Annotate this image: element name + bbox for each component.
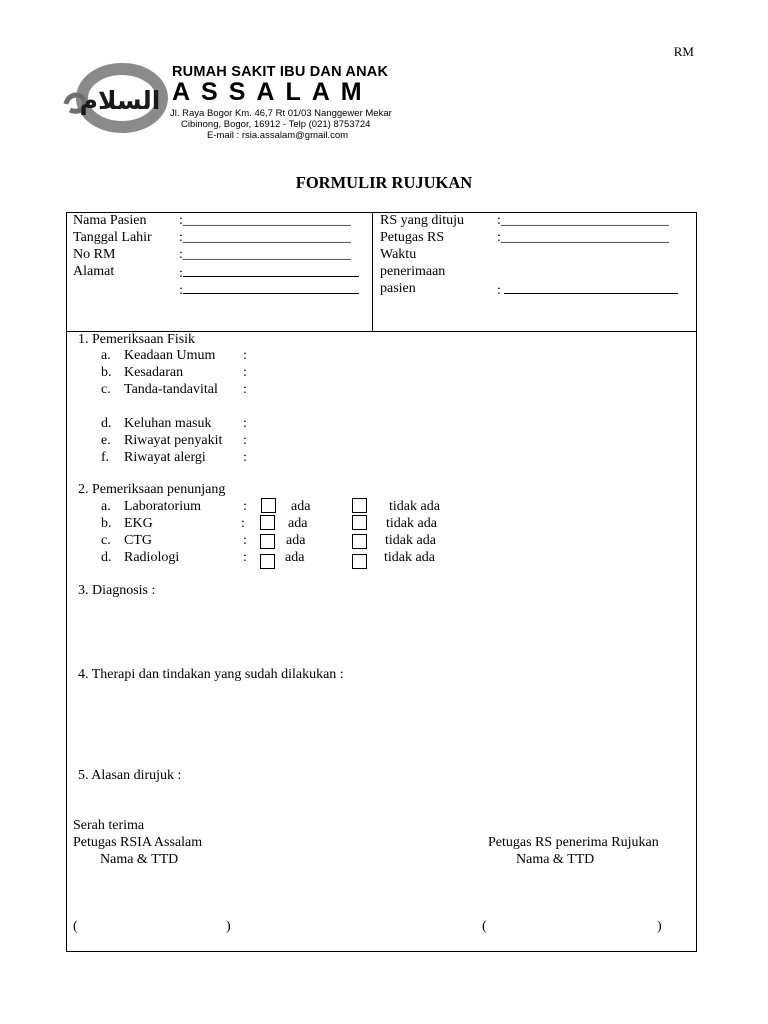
section2-item-d-label: Radiologi: [124, 550, 180, 565]
ctg-tidak-ada-checkbox[interactable]: [352, 534, 367, 549]
ekg-ada-checkbox[interactable]: [260, 515, 275, 530]
section2-item-c-letter: c.: [101, 533, 111, 548]
receiver-signature-close: ): [657, 919, 662, 934]
medical-record-field[interactable]: :________________________: [179, 247, 351, 262]
birth-date-label: Tanggal Lahir: [73, 230, 152, 245]
section1-item-c-colon: :: [243, 382, 247, 397]
medical-record-label: No RM: [73, 247, 116, 262]
section5-heading: 5. Alasan dirujuk :: [78, 768, 182, 783]
section1-heading: 1. Pemeriksaan Fisik: [78, 332, 196, 347]
section3-heading: 3. Diagnosis :: [78, 583, 156, 598]
section2-item-c-label: CTG: [124, 533, 152, 548]
ekg-tidak-ada-checkbox[interactable]: [352, 515, 367, 530]
section4-heading: 4. Therapi dan tindakan yang sudah dilakukan :: [78, 667, 344, 682]
section1-item-f-letter: f.: [101, 450, 110, 465]
laboratorium-tidak-ada-label: tidak ada: [389, 499, 440, 514]
patient-name-label: Nama Pasien: [73, 213, 147, 228]
section1-item-d-letter: d.: [101, 416, 112, 431]
section1-item-f-label: Riwayat alergi: [124, 450, 206, 465]
section2-item-b-colon: :: [241, 516, 245, 531]
section1-item-e-letter: e.: [101, 433, 111, 448]
section1-item-c-letter: c.: [101, 382, 111, 397]
section1-item-a-colon: :: [243, 348, 247, 363]
ctg-ada-checkbox[interactable]: [260, 534, 275, 549]
section2-item-b-label: EKG: [124, 516, 153, 531]
radiologi-ada-label: ada: [285, 550, 305, 565]
hospital-officer-label: Petugas RS: [380, 230, 445, 245]
section1-item-d-colon: :: [243, 416, 247, 431]
laboratorium-ada-label: ada: [291, 499, 311, 514]
document-code: RM: [673, 44, 694, 59]
hospital-address-line2: Cibinong, Bogor, 16912 - Telp (021) 8753724: [181, 119, 371, 130]
sender-role: Petugas RSIA Assalam: [73, 835, 203, 850]
handover-label: Serah terima: [73, 818, 145, 833]
address-label: Alamat: [73, 264, 115, 279]
hospital-email: E-mail : rsia.assalam@gmail.com: [207, 130, 349, 141]
hospital-logo-icon: [58, 60, 176, 136]
ctg-tidak-ada-label: tidak ada: [385, 533, 436, 548]
radiologi-tidak-ada-label: tidak ada: [384, 550, 435, 565]
address-field-1[interactable]: :: [179, 264, 359, 282]
reception-time-field[interactable]: :: [497, 281, 678, 299]
laboratorium-ada-checkbox[interactable]: [261, 498, 276, 513]
section2-item-b-letter: b.: [101, 516, 112, 531]
section1-item-e-label: Riwayat penyakit: [124, 433, 223, 448]
section2-heading: 2. Pemeriksaan penunjang: [78, 482, 226, 497]
radiologi-ada-checkbox[interactable]: [260, 554, 275, 569]
receiver-signature-open: (: [482, 919, 487, 934]
section1-item-f-colon: :: [243, 450, 247, 465]
sender-name-sign: Nama & TTD: [100, 852, 179, 867]
sender-signature-close: ): [226, 919, 231, 934]
address-field-2[interactable]: :: [179, 281, 359, 299]
section2-item-d-colon: :: [243, 550, 247, 565]
reception-time-label-2: penerimaan: [380, 264, 446, 279]
section1-item-c-label: Tanda-tandavital: [124, 382, 218, 397]
hospital-name: RUMAH SAKIT IBU DAN ANAK: [172, 64, 389, 80]
ekg-ada-label: ada: [288, 516, 308, 531]
form-title: FORMULIR RUJUKAN: [295, 173, 473, 192]
destination-hospital-label: RS yang dituju: [380, 213, 465, 228]
section1-item-b-label: Kesadaran: [124, 365, 184, 380]
section2-item-c-colon: :: [243, 533, 247, 548]
section2-item-a-label: Laboratorium: [124, 499, 201, 514]
radiologi-tidak-ada-checkbox[interactable]: [352, 554, 367, 569]
patient-name-field[interactable]: :________________________: [179, 213, 351, 228]
section1-item-a-letter: a.: [101, 348, 111, 363]
reception-time-label-1: Waktu: [380, 247, 417, 262]
sender-signature-open: (: [73, 919, 78, 934]
ekg-tidak-ada-label: tidak ada: [386, 516, 437, 531]
hospital-brand: ASSALAM: [172, 78, 373, 106]
form-divider-vertical: [372, 212, 373, 332]
laboratorium-tidak-ada-checkbox[interactable]: [352, 498, 367, 513]
section1-item-a-label: Keadaan Umum: [124, 348, 216, 363]
reception-time-label-3: pasien: [380, 281, 416, 296]
section1-item-d-label: Keluhan masuk: [124, 416, 212, 431]
hospital-officer-field[interactable]: :________________________: [497, 230, 669, 245]
destination-hospital-field[interactable]: :________________________: [497, 213, 669, 228]
section1-item-b-letter: b.: [101, 365, 112, 380]
birth-date-field[interactable]: :________________________: [179, 230, 351, 245]
section1-item-b-colon: :: [243, 365, 247, 380]
hospital-address-line1: Jl. Raya Bogor Km. 46,7 Rt 01/03 Nanggewer Mekar: [170, 108, 392, 119]
ctg-ada-label: ada: [286, 533, 306, 548]
section2-item-a-colon: :: [243, 499, 247, 514]
receiver-name-sign: Nama & TTD: [516, 852, 595, 867]
receiver-role: Petugas RS penerima Rujukan: [488, 835, 659, 850]
logo-arabic-text: السلام: [79, 86, 161, 115]
section1-item-e-colon: :: [243, 433, 247, 448]
section2-item-d-letter: d.: [101, 550, 112, 565]
section2-item-a-letter: a.: [101, 499, 111, 514]
